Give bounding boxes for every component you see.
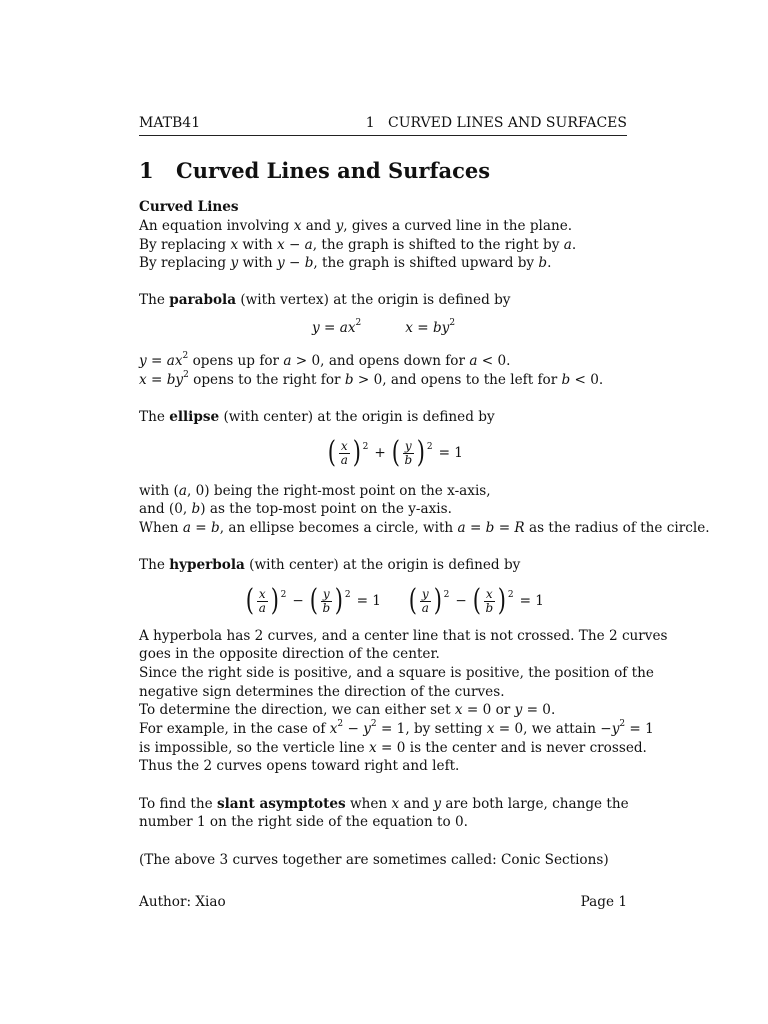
hyperbola-para-2: goes in the opposite direction of the center. <box>139 646 440 662</box>
hyperbola-para-5: To determine the direction, we can either set x = 0 or y = 0. <box>139 702 556 718</box>
header-rule <box>139 135 627 136</box>
asymptotes-line-2: number 1 on the right side of the equation to 0. <box>139 814 468 830</box>
intro-line-2: By replacing x with x − a, the graph is shifted to the right by a. <box>139 237 577 253</box>
parabola-equations: $y = ax^2$ $x = by^2$ <box>312 318 456 336</box>
ellipse-line-3: When a = b, an ellipse becomes a circle, with a = b = R as the radius of the circle. <box>139 520 710 536</box>
hyperbola-para-4: negative sign determines the direction of the curves. <box>139 684 505 700</box>
hyperbola-para-1: A hyperbola has 2 curves, and a center line that is not crossed. The 2 curves <box>139 628 668 644</box>
running-header <box>139 114 627 132</box>
footer-author: Author: Xiao <box>139 894 226 910</box>
hyperbola-equation-vertical: ( $\frac{y}{a}$ ) 2 − ( $\frac{x}{b}$ ) 2 = 1 <box>408 583 544 618</box>
hyperbola-para-7: is impossible, so the verticle line x = 0 is the center and is never crossed. <box>139 740 647 756</box>
header-course: MATB41 <box>139 115 201 131</box>
parabola-intro: The parabola (with vertex) at the origin is defined by <box>139 292 511 308</box>
section-title: 1 Curved Lines and Surfaces <box>139 158 491 183</box>
parabola-line-1: $y = ax^2$ opens up for a > 0, and opens down for a < 0. <box>139 351 511 369</box>
ellipse-line-2: and (0, b) as the top-most point on the y-axis. <box>139 501 452 517</box>
intro-line-1: An equation involving x and y, gives a curved line in the plane. <box>139 218 573 234</box>
footer-page-number: Page 1 <box>580 894 627 910</box>
hyperbola-equation-horizontal: ( $\frac{x}{a}$ ) 2 − ( $\frac{y}{b}$ ) 2 = 1 <box>245 583 381 618</box>
subsection-title: Curved Lines <box>139 199 239 215</box>
hyperbola-para-6: For example, in the case of $x^2 - y^2 = 1$, by setting x = 0, we attain $-y^2 = 1$ <box>139 719 654 737</box>
ellipse-line-1: with (a, 0) being the right-most point on the x-axis, <box>139 483 491 499</box>
header-chapter: 1 CURVED LINES AND SURFACES <box>365 115 627 131</box>
page-footer <box>139 893 627 911</box>
hyperbola-para-8: Thus the 2 curves opens toward right and left. <box>139 758 460 774</box>
conic-sections-note: (The above 3 curves together are sometimes called: Conic Sections) <box>139 852 609 868</box>
hyperbola-para-3: Since the right side is positive, and a square is positive, the position of the <box>139 665 654 681</box>
ellipse-equation: ( $\frac{x}{a}$ ) 2 + ( $\frac{y}{b}$ ) 2 = 1 <box>327 435 463 470</box>
ellipse-intro: The ellipse (with center) at the origin is defined by <box>139 409 495 425</box>
asymptotes-line-1: To find the slant asymptotes when x and y are both large, change the <box>139 796 629 812</box>
parabola-line-2: $x = by^2$ opens to the right for b > 0, and opens to the left for b < 0. <box>139 370 604 388</box>
hyperbola-intro: The hyperbola (with center) at the origin is defined by <box>139 557 521 573</box>
intro-line-3: By replacing y with y − b, the graph is shifted upward by b. <box>139 255 552 271</box>
